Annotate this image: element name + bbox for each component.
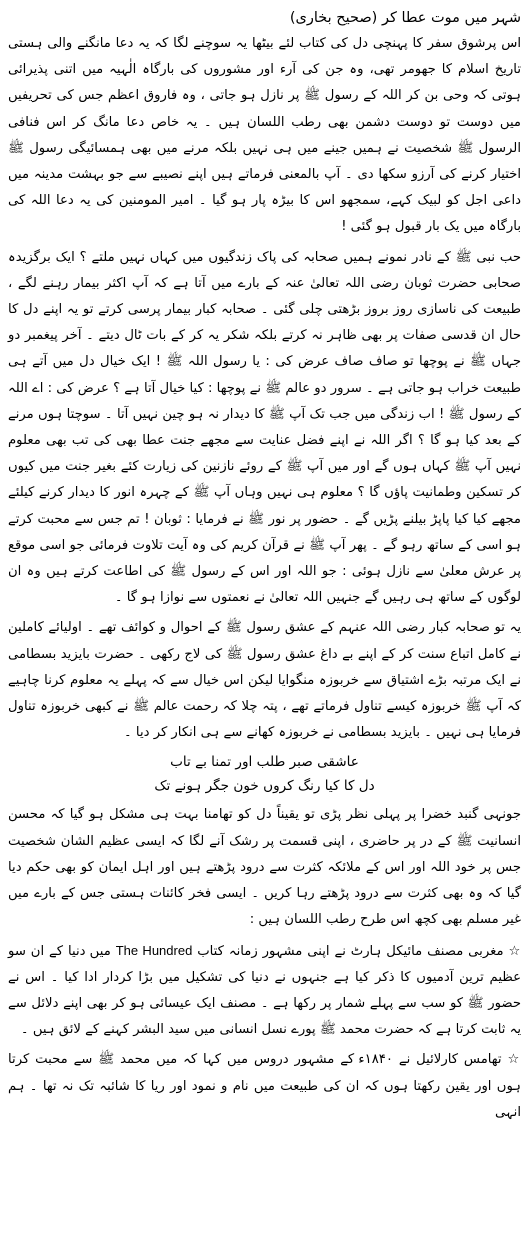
paragraph-3: یہ تو صحابہ کبار رضی اللہ عنہم کے عشق رسول ﷺ کے احوال و کوائف تھے ۔ اولیائے کاملین نے کامل اتباع سنت کر کے اپنے بے داغ عشق رسول ﷺ کی لاج رکھی ۔ حضرت بایزید بسطامی نے ایک مرتبہ بڑے اشتیاق سے خربوزہ منگوایا لیکن اس خیال سے کہ پہلے یہ معلوم کرنا چاہیے کہ آپ ﷺ خربوزہ کیسے تناول فرماتے تھے ، پتہ چلا کہ رحمت عالم ﷺ نے کبھی خربوزہ تناول فرمایا ہی نہیں ۔ بایزید بسطامی نے خربوزہ کھانے سے ہی انکار کر دیا ۔	[8, 620, 521, 741]
verse-line-2: دل کا کیا رنگ کروں خون جگر ہونے تک	[154, 778, 375, 795]
paragraph-6: ☆ تھامس کارلائیل نے ۱۸۴۰ء کے مشہور دروس میں کہا کہ میں محمد ﷺ سے محبت کرتا ہوں اور یقین رکھتا ہوں کہ ان کی طبیعت میں نام و نمود اور ریا کا شائبہ تک نہ تھا ۔ ہم انہی	[8, 1052, 521, 1120]
paragraph-1: اس پرشوق سفر کا پہنچی دل کی کتاب لئے بیٹھا یہ سوچنے لگا کہ یہ دعا مانگنے والی ہستی تاریخ اسلام کا جھومر تھی، وہ جن کی آرء اور مشوروں کی بارگاہ الٰہیہ میں اتنی پذیرائی ہوتی کہ وحی بن کر اللہ کے رسول ﷺ پر نازل ہو جاتی ، وہ فاروق اعظم جس کی تحریفیں میں دوست تو دوست دشمن بھی رطب اللسان ہیں ۔ یہ خاص دعا مانگ کر اس فنافی الرسول ﷺ شخصیت نے ہمیں جینے میں ہی نہیں بلکہ مرنے میں بھی ہمسائیگی رسول ﷺ اختیار کرنے کی آرزو سکھا دی ۔ آپ بالمعنی فرماتے ہیں اپنے نصیبے سے جو بہشت مدینہ میں داعی اجل کو لبیک کہے، سمجھو اس کا بیڑہ پار ہو گیا ۔ امیر المومنین کی یہ دعا اللہ کی بارگاہ میں یک بار قبول ہو گئی !	[8, 36, 521, 235]
article-heading: شہر میں موت عطا کر (صحیح بخاری)	[289, 10, 521, 26]
book-title-english: The Hundred	[115, 942, 193, 958]
paragraph-2: حب نبی ﷺ کے نادر نمونے ہمیں صحابہ کی پاک زندگیوں میں کہاں نہیں ملتے ؟ ایک برگزیدہ صحابی حضرت ثوبان رضی اللہ تعالیٰ عنہ کے بارے میں آتا ہے کہ آپ اکثر بیمار رہنے لگے ، طبیعت کی ناسازی روز بروز بڑھتی چلی گئی ۔ صحابہ کبار بیمار پرسی کرتے تو یہ اپنے دل کا حال ان قدسی صفات پر بھی ظاہر نہ کرتے بلکہ شکر یہ کر کے بات ٹال دیتے ۔ آخر پیغمبر دو جہاں ﷺ نے پوچھا تو صاف صاف عرض کی : یا رسول اللہ ﷺ ! ایک خیال دل میں آتے ہی طبیعت خراب ہو جاتی ہے ۔ سرور دو عالم ﷺ نے پوچھا : کیا خیال آتا ہے ؟ عرض کی : اے اللہ کے رسول ﷺ ! اب زندگی میں جب تک آپ ﷺ کا دیدار نہ ہو چین نہیں آتا ۔ سوچتا ہوں مرنے کے بعد کیا ہو گا ؟ اگر اللہ نے اپنے فضل عنایت سے مجھے جنت عطا بھی کی تب بھی معلوم نہیں آپ ﷺ کہاں ہوں گے اور میں آپ ﷺ کے روئے نازنین کی زیارت کئے بغیر جنت میں کیوں کر تسکین وطمانیت پاؤں گا ؟ معلوم ہی نہیں وہاں آپ ﷺ کے چہرہ انور کا دیدار کرنے کیلئے مجھے کیا کیا پاپڑ بیلنے پڑیں گے ۔ حضور پر نور ﷺ نے فرمایا : ثوبان ! تم جس سے محبت کرتے ہو اسی کے ساتھ رہو گے ۔ پھر آپ ﷺ نے قرآن کریم کی وہ آیت تلاوت فرمائی جو اسی موقع پر عرش معلیٰ سے نازل ہوئی : جو اللہ اور اس کے رسول ﷺ کی اطاعت کرتے ہیں وہ ان لوگوں کے ساتھ ہی رہیں گے جنہیں اللہ تعالیٰ نے نعمتوں سے نوازا ہو گا ۔	[8, 249, 521, 606]
paragraph-5	[8, 938, 521, 1044]
verse-line-1: عاشقی صبر طلب اور تمنا بے تاب	[170, 754, 359, 771]
paragraph-4: جونہی گنبد خضرا پر پہلی نظر پڑی تو یقیناً دل کو تھامنا بہت ہی مشکل ہو گیا کہ محسن انسانیت ﷺ کے در پر حاضری ، اپنی قسمت پر رشک آنے لگا کہ ایسی عظیم الشان شخصیت جس پر خود اللہ اور اس کے ملائکہ کثرت سے درود پڑھتے ہیں اور اہل ایمان کو بھی حکم دیا گیا کہ وہ بھی کثرت سے درود پڑھتے رہا کریں ۔ ایسی فخر کائنات ہستی جس کے بارے میں غیر مسلم بھی کچھ اس طرح رطب اللسان ہیں :	[8, 807, 521, 928]
poetry-couplet	[8, 750, 521, 798]
paragraph-5-part-b: میں دنیا کے ان سو عظیم ترین آدمیوں کا ذکر کیا ہے جنہوں نے دنیا کی تشکیل میں بڑا کردار ادا کیا ۔ اس نے حضور ﷺ کو سب سے پہلے شمار پر رکھا ہے ۔ مصنف ایک عیسائی ہو کر بھی اپنے دلائل سے یہ ثابت کرتا ہے کہ حضرت محمد ﷺ پورے نسل انسانی میں سید البشر کہنے کے لائق ہیں ۔	[8, 943, 521, 1038]
paragraph-5-part-a: ☆ مغربی مصنف مائیکل ہارٹ نے اپنی مشہور زمانہ کتاب	[197, 943, 521, 959]
